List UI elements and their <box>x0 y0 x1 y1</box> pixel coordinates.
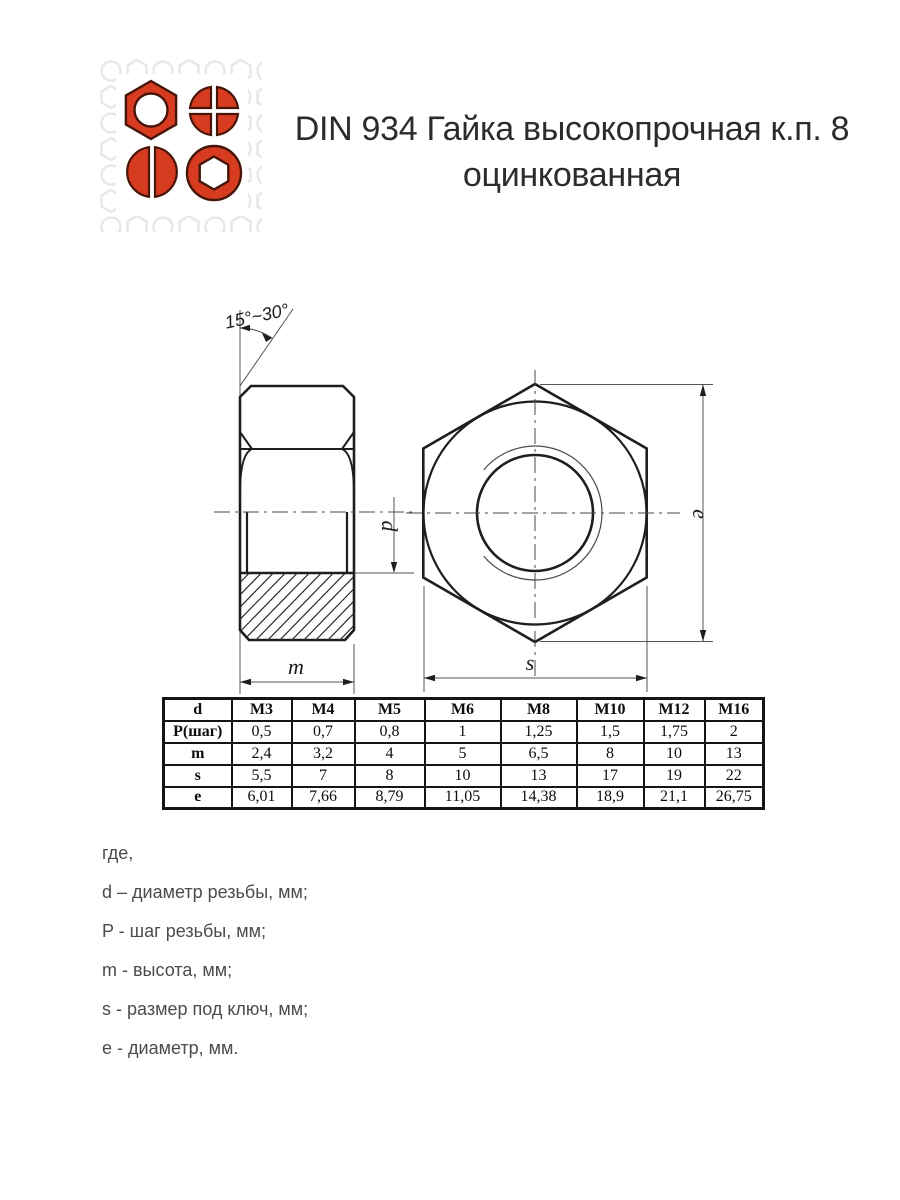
table-cell: 8 <box>355 765 425 787</box>
table-cell: 0,7 <box>292 721 355 743</box>
fastener-logo <box>98 58 262 232</box>
technical-drawing <box>160 280 780 710</box>
table-cell: 10 <box>425 765 501 787</box>
face-view <box>406 370 713 692</box>
table-cell: 11,05 <box>425 787 501 809</box>
dim-label-e: e <box>688 509 713 519</box>
table-cell: 13 <box>705 743 764 765</box>
table-header-cell: d <box>164 699 232 721</box>
table-cell: 1,5 <box>577 721 644 743</box>
table-header-cell: M16 <box>705 699 764 721</box>
table-header-cell: M12 <box>644 699 705 721</box>
legend-item-p: P - шаг резьбы, мм; <box>102 921 266 941</box>
hex-socket-icon <box>187 146 241 200</box>
table-cell: 19 <box>644 765 705 787</box>
table-cell: 0,8 <box>355 721 425 743</box>
section-hatching <box>166 558 432 646</box>
angle-label: 15°~30° <box>222 299 291 333</box>
table-cell: 22 <box>705 765 764 787</box>
table-cell: 10 <box>644 743 705 765</box>
table-cell: 5 <box>425 743 501 765</box>
legend-item-m: m - высота, мм; <box>102 960 233 980</box>
table-cell: 8 <box>577 743 644 765</box>
page-title <box>272 106 872 198</box>
legend <box>102 834 308 1068</box>
spec-table <box>162 697 765 810</box>
table-cell: 6,5 <box>501 743 577 765</box>
table-cell: 14,38 <box>501 787 577 809</box>
table-cell: s <box>164 765 232 787</box>
table-cell: e <box>164 787 232 809</box>
table-cell: 3,2 <box>292 743 355 765</box>
table-header-cell: M6 <box>425 699 501 721</box>
table-header-cell: M4 <box>292 699 355 721</box>
legend-intro: где, <box>102 843 134 863</box>
table-cell: 13 <box>501 765 577 787</box>
table-cell: 5,5 <box>232 765 292 787</box>
dim-label-m: m <box>288 654 304 679</box>
table-cell: 8,79 <box>355 787 425 809</box>
table-row-height <box>164 743 764 765</box>
table-row-diameter <box>164 787 764 809</box>
side-view <box>166 309 432 694</box>
table-header-cell: M3 <box>232 699 292 721</box>
table-header-cell: M8 <box>501 699 577 721</box>
table-cell: m <box>164 743 232 765</box>
title-line-1: DIN 934 Гайка высокопрочная к.п. 8 <box>294 110 850 148</box>
table-cell: 1,75 <box>644 721 705 743</box>
title-line-2: оцинкованная <box>462 156 682 194</box>
table-cell: 1 <box>425 721 501 743</box>
dim-label-s: s <box>525 650 535 675</box>
table-cell: P(шаг) <box>164 721 232 743</box>
table-row-pitch <box>164 721 764 743</box>
table-header-cell: M10 <box>577 699 644 721</box>
table-cell: 2,4 <box>232 743 292 765</box>
legend-item-d: d – диаметр резьбы, мм; <box>102 882 308 902</box>
table-cell: 18,9 <box>577 787 644 809</box>
table-cell: 1,25 <box>501 721 577 743</box>
table-cell: 17 <box>577 765 644 787</box>
table-cell: 2 <box>705 721 764 743</box>
table-cell: 26,75 <box>705 787 764 809</box>
table-cell: 6,01 <box>232 787 292 809</box>
legend-item-e: e - диаметр, мм. <box>102 1038 239 1058</box>
table-cell: 0,5 <box>232 721 292 743</box>
dimension-d <box>354 497 414 573</box>
table-row-header <box>164 699 764 721</box>
table-cell: 4 <box>355 743 425 765</box>
dim-label-d: d <box>377 520 402 532</box>
table-row-wrench-size <box>164 765 764 787</box>
table-cell: 7,66 <box>292 787 355 809</box>
table-cell: 21,1 <box>644 787 705 809</box>
dimension-m <box>240 679 354 685</box>
table-header-cell: M5 <box>355 699 425 721</box>
angle-arrow-right <box>262 333 272 342</box>
legend-item-s: s - размер под ключ, мм; <box>102 999 309 1019</box>
table-cell: 7 <box>292 765 355 787</box>
